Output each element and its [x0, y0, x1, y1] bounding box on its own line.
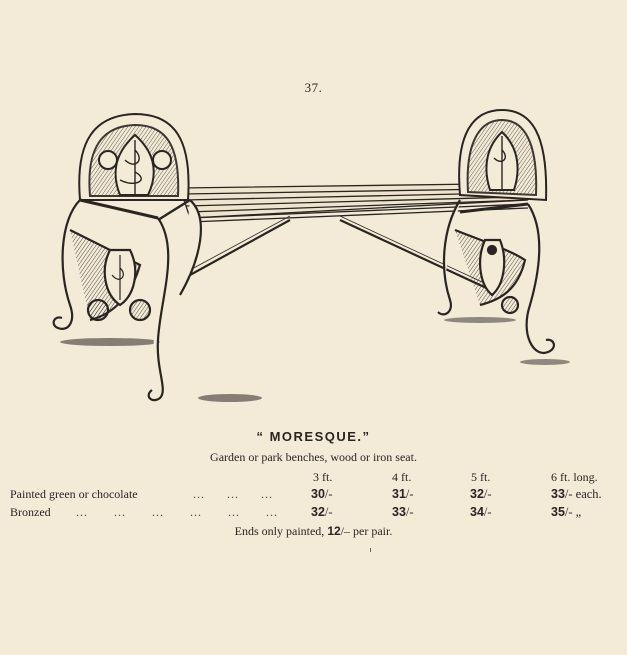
price-value: 33: [392, 505, 406, 519]
price-cell: [470, 505, 492, 520]
price-value: 32: [311, 505, 325, 519]
price-value: 34: [470, 505, 484, 519]
column-header-3ft: 3 ft.: [313, 470, 333, 484]
price-value: 33: [551, 487, 565, 501]
print-speck: [370, 548, 371, 552]
price-unit: /-: [405, 505, 414, 519]
note-text-end: /– per pair.: [340, 524, 393, 538]
price-cell: [551, 487, 602, 502]
column-header-6ft: 6 ft. long.: [551, 470, 598, 484]
page-number: 37.: [304, 80, 323, 95]
row-label-bronzed: Bronzed: [10, 505, 51, 519]
price-unit: /-: [483, 505, 492, 519]
price-value: 30: [311, 487, 325, 501]
price-unit: /-: [483, 487, 492, 501]
note-text: Ends only painted,: [234, 524, 328, 538]
note-price: 12: [327, 524, 341, 538]
price-cell: [470, 487, 492, 502]
garden-bench-engraving: [40, 100, 590, 415]
price-unit: /-: [324, 505, 333, 519]
price-value: 31: [392, 487, 406, 501]
price-cell: [551, 505, 581, 520]
price-cell: [392, 505, 414, 520]
ends-only-note: [0, 524, 627, 539]
column-header-4ft: 4 ft.: [392, 470, 412, 484]
price-unit: /-: [324, 487, 333, 501]
column-header-5ft: 5 ft.: [471, 470, 491, 484]
product-description: Garden or park benches, wood or iron seat.: [210, 450, 417, 464]
price-value: 32: [470, 487, 484, 501]
row-label-painted: Painted green or chocolate: [10, 487, 138, 501]
row-leader-dots: ... ... ... ... ... ...: [76, 505, 278, 519]
product-title: “ MORESQUE.”: [256, 429, 371, 444]
price-unit: /- each.: [564, 487, 602, 501]
price-unit: /-: [405, 487, 414, 501]
row-leader-dots: ... ... ...: [193, 487, 273, 501]
price-table: [0, 468, 627, 528]
price-cell: [392, 487, 414, 502]
price-value: 35: [551, 505, 565, 519]
price-cell: [311, 487, 333, 502]
price-cell: [311, 505, 333, 520]
price-unit: /- „: [564, 505, 582, 519]
